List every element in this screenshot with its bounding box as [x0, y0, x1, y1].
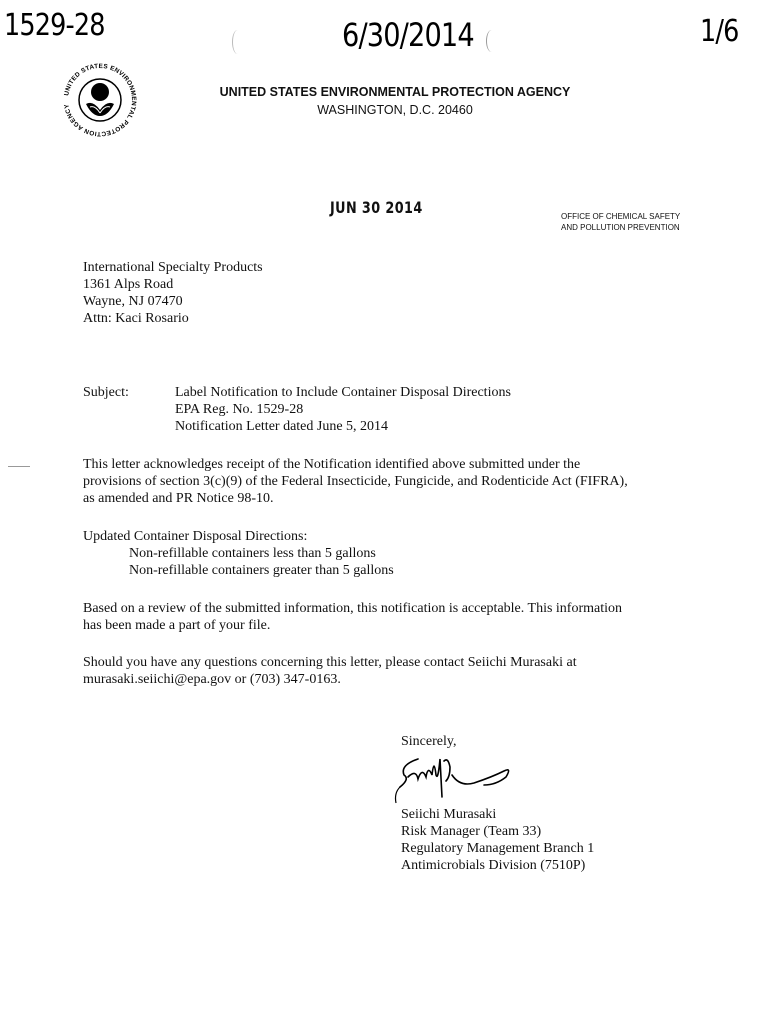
paragraph-acknowledgement: [83, 456, 628, 507]
recipient-address: [83, 259, 263, 327]
recipient-city: Wayne, NJ 07470: [83, 294, 183, 309]
paragraph-line: murasaki.seiichi@epa.gov or (703) 347-0163.: [83, 672, 341, 687]
seal-text: UNITED STATES ENVIRONMENTAL PROTECTION AGENCY: [63, 62, 138, 138]
epa-seal-logo: [58, 58, 142, 142]
subject-line: Label Notification to Include Container Disposal Directions: [175, 385, 511, 400]
handwritten-date: 6/30/2014: [342, 16, 474, 54]
subject-line: Notification Letter dated June 5, 2014: [175, 419, 389, 434]
recipient-attention: Attn: Kaci Rosario: [83, 311, 189, 326]
scan-mark: [486, 30, 497, 52]
date-stamp: JUN 30 2014: [330, 198, 423, 217]
signer-title: Risk Manager (Team 33): [401, 824, 542, 839]
signer-division: Antimicrobials Division (7510P): [401, 858, 586, 873]
list-item: Non-refillable containers less than 5 gallons: [129, 546, 376, 561]
paragraph-line: Should you have any questions concerning this letter, please contact Seiichi Murasaki at: [83, 655, 577, 670]
scan-mark: [232, 30, 243, 54]
subject-label: Subject:: [83, 385, 129, 400]
paragraph-line: has been made a part of your file.: [83, 618, 271, 633]
list-item: Non-refillable containers greater than 5 gallons: [129, 563, 394, 578]
signer-branch: Regulatory Management Branch 1: [401, 841, 595, 856]
closing-salutation: Sincerely,: [401, 734, 457, 749]
scan-mark: [8, 466, 30, 467]
recipient-company: International Specialty Products: [83, 260, 263, 275]
paragraph-line: provisions of section 3(c)(9) of the Federal Insecticide, Fungicide, and Rodenticide Act (FIFRA),: [83, 474, 628, 489]
paragraph-review: [83, 600, 622, 634]
paragraph-line: This letter acknowledges receipt of the Notification identified above submitted under the: [83, 457, 581, 472]
paragraph-line: Based on a review of the submitted information, this notification is acceptable. This information: [83, 601, 622, 616]
office-line: AND POLLUTION PREVENTION: [561, 223, 680, 232]
paragraph-line: as amended and PR Notice 98-10.: [83, 491, 274, 506]
office-line: OFFICE OF CHEMICAL SAFETY: [561, 212, 681, 221]
handwritten-page-number: 1/6: [700, 14, 739, 49]
agency-address: WASHINGTON, D.C. 20460: [317, 103, 473, 117]
subject-block: [175, 384, 511, 435]
recipient-street: 1361 Alps Road: [83, 277, 174, 292]
handwritten-signature: [388, 747, 528, 807]
handwritten-file-number: 1529-28: [4, 8, 105, 43]
paragraph-heading: Updated Container Disposal Directions:: [83, 529, 308, 544]
subject-line: EPA Reg. No. 1529-28: [175, 402, 304, 417]
office-name: [561, 211, 680, 233]
paragraph-disposal-directions: [83, 528, 394, 579]
signer-name: Seiichi Murasaki: [401, 807, 497, 822]
signature-block: [401, 806, 594, 874]
agency-name: UNITED STATES ENVIRONMENTAL PROTECTION AGENCY: [219, 85, 571, 99]
paragraph-contact: [83, 654, 577, 688]
